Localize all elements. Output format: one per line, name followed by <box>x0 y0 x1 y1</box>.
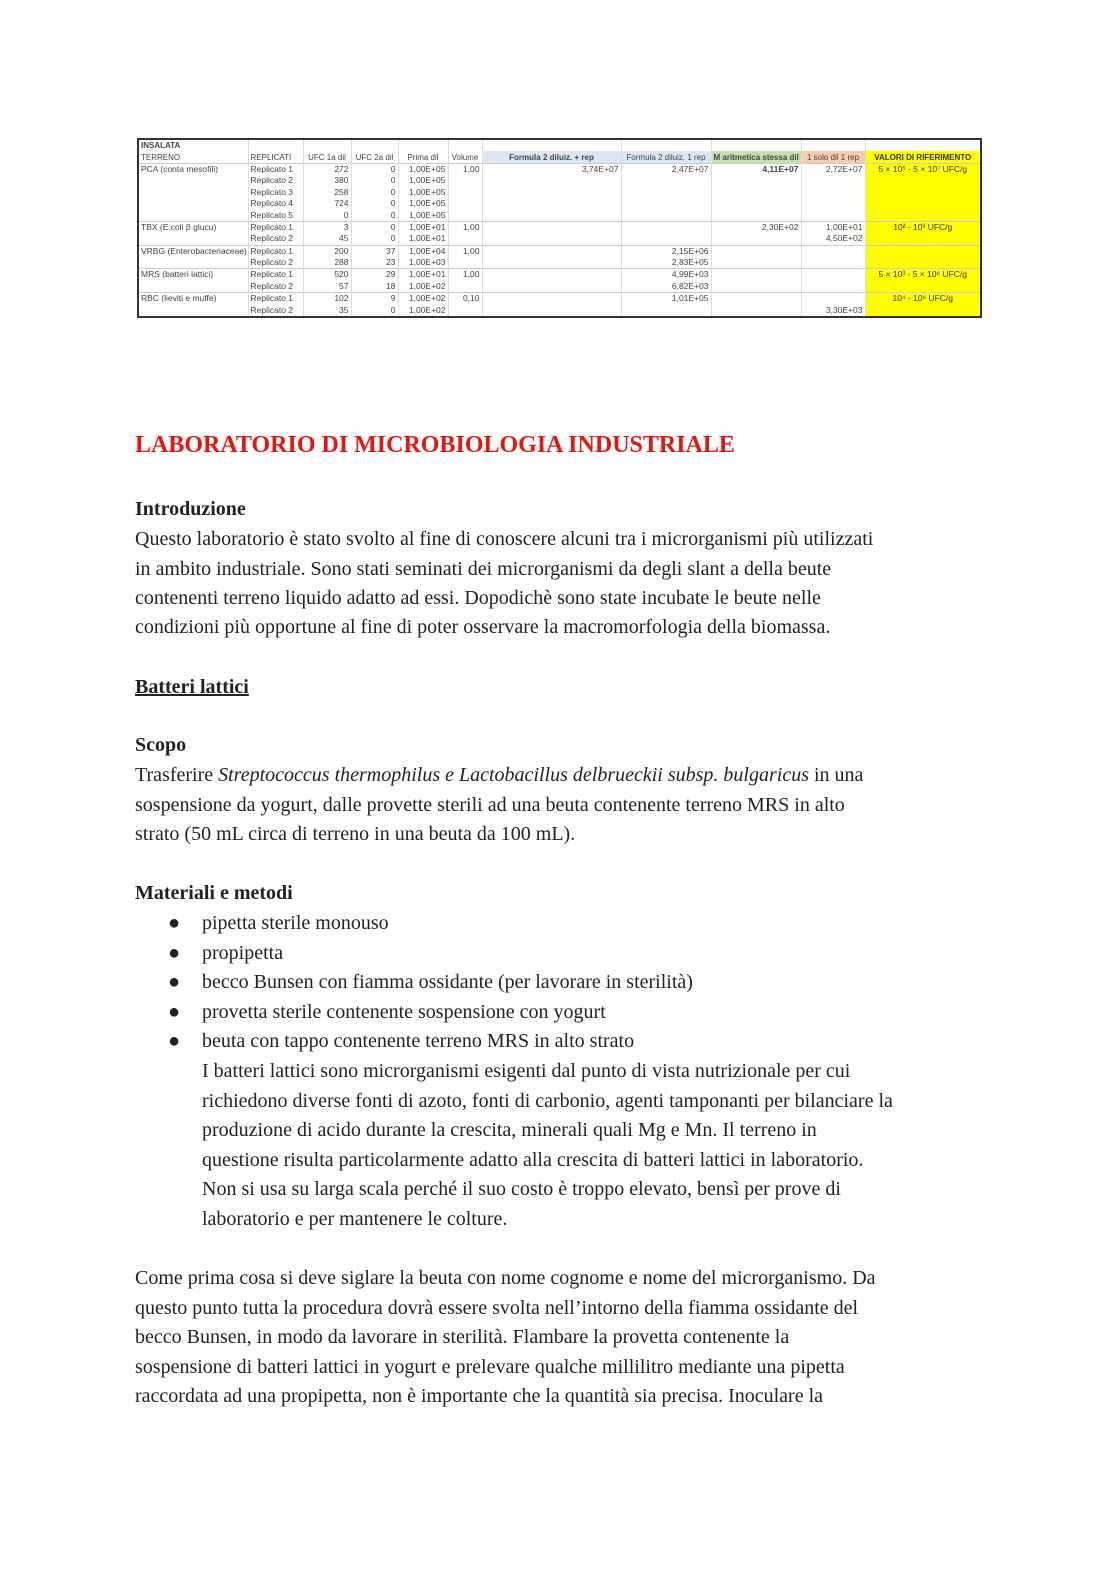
table-cell: 10² - 10³ UFC/g <box>865 221 981 233</box>
table-cell <box>865 257 981 269</box>
table-cell <box>621 304 711 316</box>
table-cell <box>801 198 865 209</box>
table-cell <box>448 187 482 198</box>
procedure-line: becco Bunsen, in modo da lavorare in sterilità. Flambare la provetta contenente la <box>135 1326 790 1348</box>
materiali-heading: Materiali e metodi <box>135 882 293 904</box>
table-cell: Replicato 5 <box>248 209 303 221</box>
table-cell <box>711 198 801 209</box>
table-cell <box>801 257 865 269</box>
table-cell: Replicato 1 <box>248 221 303 233</box>
item-text: pipetta sterile monouso <box>202 912 389 934</box>
table-cell: 4,99E+03 <box>621 269 711 281</box>
table-cell: 1,00E+04 <box>398 245 448 257</box>
table-cell <box>482 233 621 245</box>
table-cell: 1,00 <box>448 245 482 257</box>
table-cell: Replicato 1 <box>248 163 303 175</box>
table-cell: 200 <box>303 245 351 257</box>
note-line: richiedono diverse fonti di azoto, fonti di carbonio, agenti tamponanti per bilanciare la <box>202 1090 893 1112</box>
column-header: UFC 2a dil <box>351 151 398 163</box>
note-line: I batteri lattici sono microrganismi esigenti dal punto di vista nutrizionale per cui <box>202 1060 851 1082</box>
list-item <box>168 1027 634 1057</box>
table-cell <box>621 221 711 233</box>
table-row <box>138 304 981 316</box>
table-cell: 5 × 10⁵ - 5 × 10⁷ UFC/g <box>865 163 981 175</box>
table-cell: 18 <box>351 281 398 293</box>
bullet-icon: ● <box>168 1001 181 1023</box>
table-cell <box>448 209 482 221</box>
table-cell <box>482 245 621 257</box>
item-text: propipetta <box>202 942 284 964</box>
table-cell <box>711 304 801 316</box>
note-line: questione risulta particolarmente adatto alla crescita di batteri lattici in laboratorio. <box>202 1149 864 1171</box>
table-cell: 1,00 <box>448 163 482 175</box>
table-cell: 3,30E+03 <box>801 304 865 316</box>
table-cell <box>138 175 248 186</box>
table-cell: 272 <box>303 163 351 175</box>
column-header: REPLICATI <box>248 151 303 163</box>
column-header: Formula 2 diluiz. + rep <box>482 151 621 163</box>
column-header: Prima dil <box>398 151 448 163</box>
table-cell: 4,50E+02 <box>801 233 865 245</box>
section-heading: Batteri lattici <box>135 676 249 698</box>
intro-line: contenenti terreno liquido adatto ad essi. Dopodichè sono state incubate le beute nelle <box>135 587 821 609</box>
table-cell <box>711 209 801 221</box>
table-title: INSALATA <box>138 139 248 151</box>
table-cell: 1,00E+05 <box>398 198 448 209</box>
table-cell: Replicato 2 <box>248 233 303 245</box>
table-cell: 3 <box>303 221 351 233</box>
table-cell: 1,00E+03 <box>398 257 448 269</box>
scopo-line: sospensione da yogurt, dalle provette sterili ad una beuta contenente terreno MRS in alto <box>135 794 845 816</box>
table-cell: 258 <box>303 187 351 198</box>
table-cell: 2,30E+02 <box>711 221 801 233</box>
bullet-icon: ● <box>168 1030 181 1052</box>
column-header: VALORI DI RIFERIMENTO <box>865 151 981 163</box>
table-cell <box>482 293 621 305</box>
table-row <box>138 198 981 209</box>
column-header: Formula 2 diluiz. 1 rep <box>621 151 711 163</box>
table-row <box>138 163 981 175</box>
table-cell <box>801 293 865 305</box>
table-cell <box>711 187 801 198</box>
table-cell <box>865 281 981 293</box>
note-line: Non si usa su larga scala perché il suo costo è troppo elevato, bensì per prove di <box>202 1178 841 1200</box>
table-cell: 0 <box>351 233 398 245</box>
table-cell: 0 <box>351 175 398 186</box>
table-cell: 3,74E+07 <box>482 163 621 175</box>
table-cell: 45 <box>303 233 351 245</box>
table-row <box>138 245 981 257</box>
column-header: 1 solo dil 1 rep <box>801 151 865 163</box>
table-cell <box>138 257 248 269</box>
table-cell <box>138 233 248 245</box>
table-cell: 1,00E+01 <box>801 221 865 233</box>
table-cell <box>865 209 981 221</box>
table-cell <box>448 233 482 245</box>
table-cell <box>621 198 711 209</box>
table-cell: Replicato 1 <box>248 269 303 281</box>
column-header: TERRENO <box>138 151 248 163</box>
scopo-heading: Scopo <box>135 734 187 756</box>
table-cell: 2,72E+07 <box>801 163 865 175</box>
intro-line: Questo laboratorio è stato svolto al fine di conoscere alcuni tra i microrganismi più utilizzati <box>135 528 874 550</box>
table-cell <box>621 175 711 186</box>
table-cell: 0 <box>351 198 398 209</box>
page-title: LABORATORIO DI MICROBIOLOGIA INDUSTRIALE <box>135 432 735 458</box>
table-cell <box>621 209 711 221</box>
table-cell <box>482 257 621 269</box>
table-cell: Replicato 2 <box>248 281 303 293</box>
table-cell: 1,00 <box>448 221 482 233</box>
table-cell: 1,01E+05 <box>621 293 711 305</box>
table-cell: 1,00E+05 <box>398 163 448 175</box>
table-cell <box>865 175 981 186</box>
table-cell: 37 <box>351 245 398 257</box>
table-cell: Replicato 2 <box>248 257 303 269</box>
table-cell: 1,00E+02 <box>398 293 448 305</box>
table-cell: 1,00E+05 <box>398 209 448 221</box>
table-cell <box>801 281 865 293</box>
table-cell <box>138 281 248 293</box>
table-cell: Replicato 2 <box>248 304 303 316</box>
intro-line: in ambito industriale. Sono stati seminati dei microrganismi da degli slant a della beute <box>135 558 832 580</box>
table-cell: 57 <box>303 281 351 293</box>
table-cell: 0,10 <box>448 293 482 305</box>
table-row <box>138 175 981 186</box>
table-cell <box>711 281 801 293</box>
table-cell <box>801 175 865 186</box>
table-cell <box>482 198 621 209</box>
table-row <box>138 293 981 305</box>
table-cell: Replicato 4 <box>248 198 303 209</box>
table-cell <box>482 175 621 186</box>
intro-line: condizioni più opportune al fine di poter osservare la macromorfologia della biomassa. <box>135 616 831 638</box>
column-header: UFC 1a dil <box>303 151 351 163</box>
table-cell: 0 <box>351 163 398 175</box>
table-cell <box>865 187 981 198</box>
table-cell <box>865 233 981 245</box>
table-cell <box>711 269 801 281</box>
table-cell <box>448 281 482 293</box>
table-cell: 4,11E+07 <box>711 163 801 175</box>
scopo-line <box>135 761 863 791</box>
table-cell: 5 × 10³ - 5 × 10⁶ UFC/g <box>865 269 981 281</box>
data-table <box>137 138 982 318</box>
table-cell <box>621 233 711 245</box>
table-cell: 0 <box>351 187 398 198</box>
procedure-line: raccordata ad una propipetta, non è importante che la quantità sia precisa. Inoculare la <box>135 1385 824 1407</box>
item-text: provetta sterile contenente sospensione con yogurt <box>202 1001 606 1023</box>
table-cell <box>801 269 865 281</box>
species-names: Streptococcus thermophilus e Lactobacillus delbrueckii subsp. bulgaricus <box>218 764 809 786</box>
table-cell <box>865 245 981 257</box>
table-cell <box>138 187 248 198</box>
column-header: M aritmetica stessa dil <box>711 151 801 163</box>
table-cell: 1,00E+01 <box>398 233 448 245</box>
note-line: produzione di acido durante la crescita, minerali quali Mg e Mn. Il terreno in <box>202 1119 817 1141</box>
table-cell: 1,00E+05 <box>398 175 448 186</box>
table-cell: 29 <box>351 269 398 281</box>
table-cell <box>711 245 801 257</box>
table-cell: Replicato 3 <box>248 187 303 198</box>
table-cell <box>801 187 865 198</box>
table-cell: 2,83E+05 <box>621 257 711 269</box>
table-cell <box>448 198 482 209</box>
text: Trasferire <box>135 764 219 786</box>
table-cell <box>865 198 981 209</box>
table-cell: Replicato 2 <box>248 175 303 186</box>
table-cell: 0 <box>303 209 351 221</box>
table-row <box>138 221 981 233</box>
table-row <box>138 233 981 245</box>
table-cell <box>482 281 621 293</box>
table-cell <box>711 293 801 305</box>
table-cell: 1,00E+05 <box>398 187 448 198</box>
table-cell <box>448 304 482 316</box>
item-text: beuta con tappo contenente terreno MRS in alto strato <box>202 1030 635 1052</box>
table-cell: RBC (lieviti e muffe) <box>138 293 248 305</box>
table-cell <box>621 187 711 198</box>
table-cell <box>711 233 801 245</box>
table-cell: MRS (batteri lattici) <box>138 269 248 281</box>
table-cell <box>138 304 248 316</box>
table-cell: 1,00 <box>448 269 482 281</box>
table-cell: 6,82E+03 <box>621 281 711 293</box>
list-item <box>168 939 283 969</box>
table-cell: 724 <box>303 198 351 209</box>
bullet-icon: ● <box>168 912 181 934</box>
table-cell: 0 <box>351 209 398 221</box>
bullet-icon: ● <box>168 971 181 993</box>
table-cell: TBX (E.coli β glucu) <box>138 221 248 233</box>
table-cell: 1,00E+02 <box>398 304 448 316</box>
table-cell <box>138 198 248 209</box>
table-cell <box>801 245 865 257</box>
table-cell: 2,15E+06 <box>621 245 711 257</box>
procedure-line: questo punto tutta la procedura dovrà essere svolta nell’intorno della fiamma ossidante del <box>135 1297 859 1319</box>
table-cell <box>482 304 621 316</box>
table-cell: 1,00E+01 <box>398 269 448 281</box>
table-cell <box>482 209 621 221</box>
list-item <box>168 998 606 1028</box>
table-cell: 520 <box>303 269 351 281</box>
table-cell: 23 <box>351 257 398 269</box>
table-cell: VRBG (Enterobacteriaceae) <box>138 245 248 257</box>
table-cell <box>482 187 621 198</box>
table-cell: 10⁴ - 10⁶ UFC/g <box>865 293 981 305</box>
table-cell: 2,47E+07 <box>621 163 711 175</box>
table-cell <box>865 304 981 316</box>
table-row <box>138 187 981 198</box>
table-cell: Replicato 1 <box>248 293 303 305</box>
table-header <box>138 151 981 163</box>
table-cell: 0 <box>351 221 398 233</box>
procedure-line: sospensione di batteri lattici in yogurt e prelevare qualche millilitro mediante una pipetta <box>135 1356 845 1378</box>
table-cell: 9 <box>351 293 398 305</box>
procedure-line: Come prima cosa si deve siglare la beuta con nome cognome e nome del microrganismo. Da <box>135 1267 876 1289</box>
table-cell: 1,00E+01 <box>398 221 448 233</box>
table-row <box>138 257 981 269</box>
bullet-icon: ● <box>168 942 181 964</box>
table-cell: PCA (conta mesofili) <box>138 163 248 175</box>
table-cell <box>138 209 248 221</box>
table-row <box>138 209 981 221</box>
note-line: laboratorio e per mantenere le colture. <box>202 1208 508 1230</box>
table-cell <box>711 175 801 186</box>
table-cell: 102 <box>303 293 351 305</box>
table-cell: Replicato 1 <box>248 245 303 257</box>
table-cell: 0 <box>351 304 398 316</box>
column-header: Volume <box>448 151 482 163</box>
table-cell: 288 <box>303 257 351 269</box>
intro-heading: Introduzione <box>135 498 246 520</box>
table-cell <box>448 175 482 186</box>
text: in una <box>808 764 864 786</box>
table-cell <box>482 269 621 281</box>
table-cell: 35 <box>303 304 351 316</box>
table-cell <box>801 209 865 221</box>
item-text: becco Bunsen con fiamma ossidante (per lavorare in sterilità) <box>202 971 693 993</box>
table-cell <box>711 257 801 269</box>
table-cell: 380 <box>303 175 351 186</box>
table-cell <box>448 257 482 269</box>
table-row <box>138 281 981 293</box>
scopo-line: strato (50 mL circa di terreno in una beuta da 100 mL). <box>135 823 576 845</box>
list-item <box>168 968 693 998</box>
table-cell: 1,00E+02 <box>398 281 448 293</box>
table-cell <box>482 221 621 233</box>
list-item <box>168 909 389 939</box>
table-row <box>138 269 981 281</box>
